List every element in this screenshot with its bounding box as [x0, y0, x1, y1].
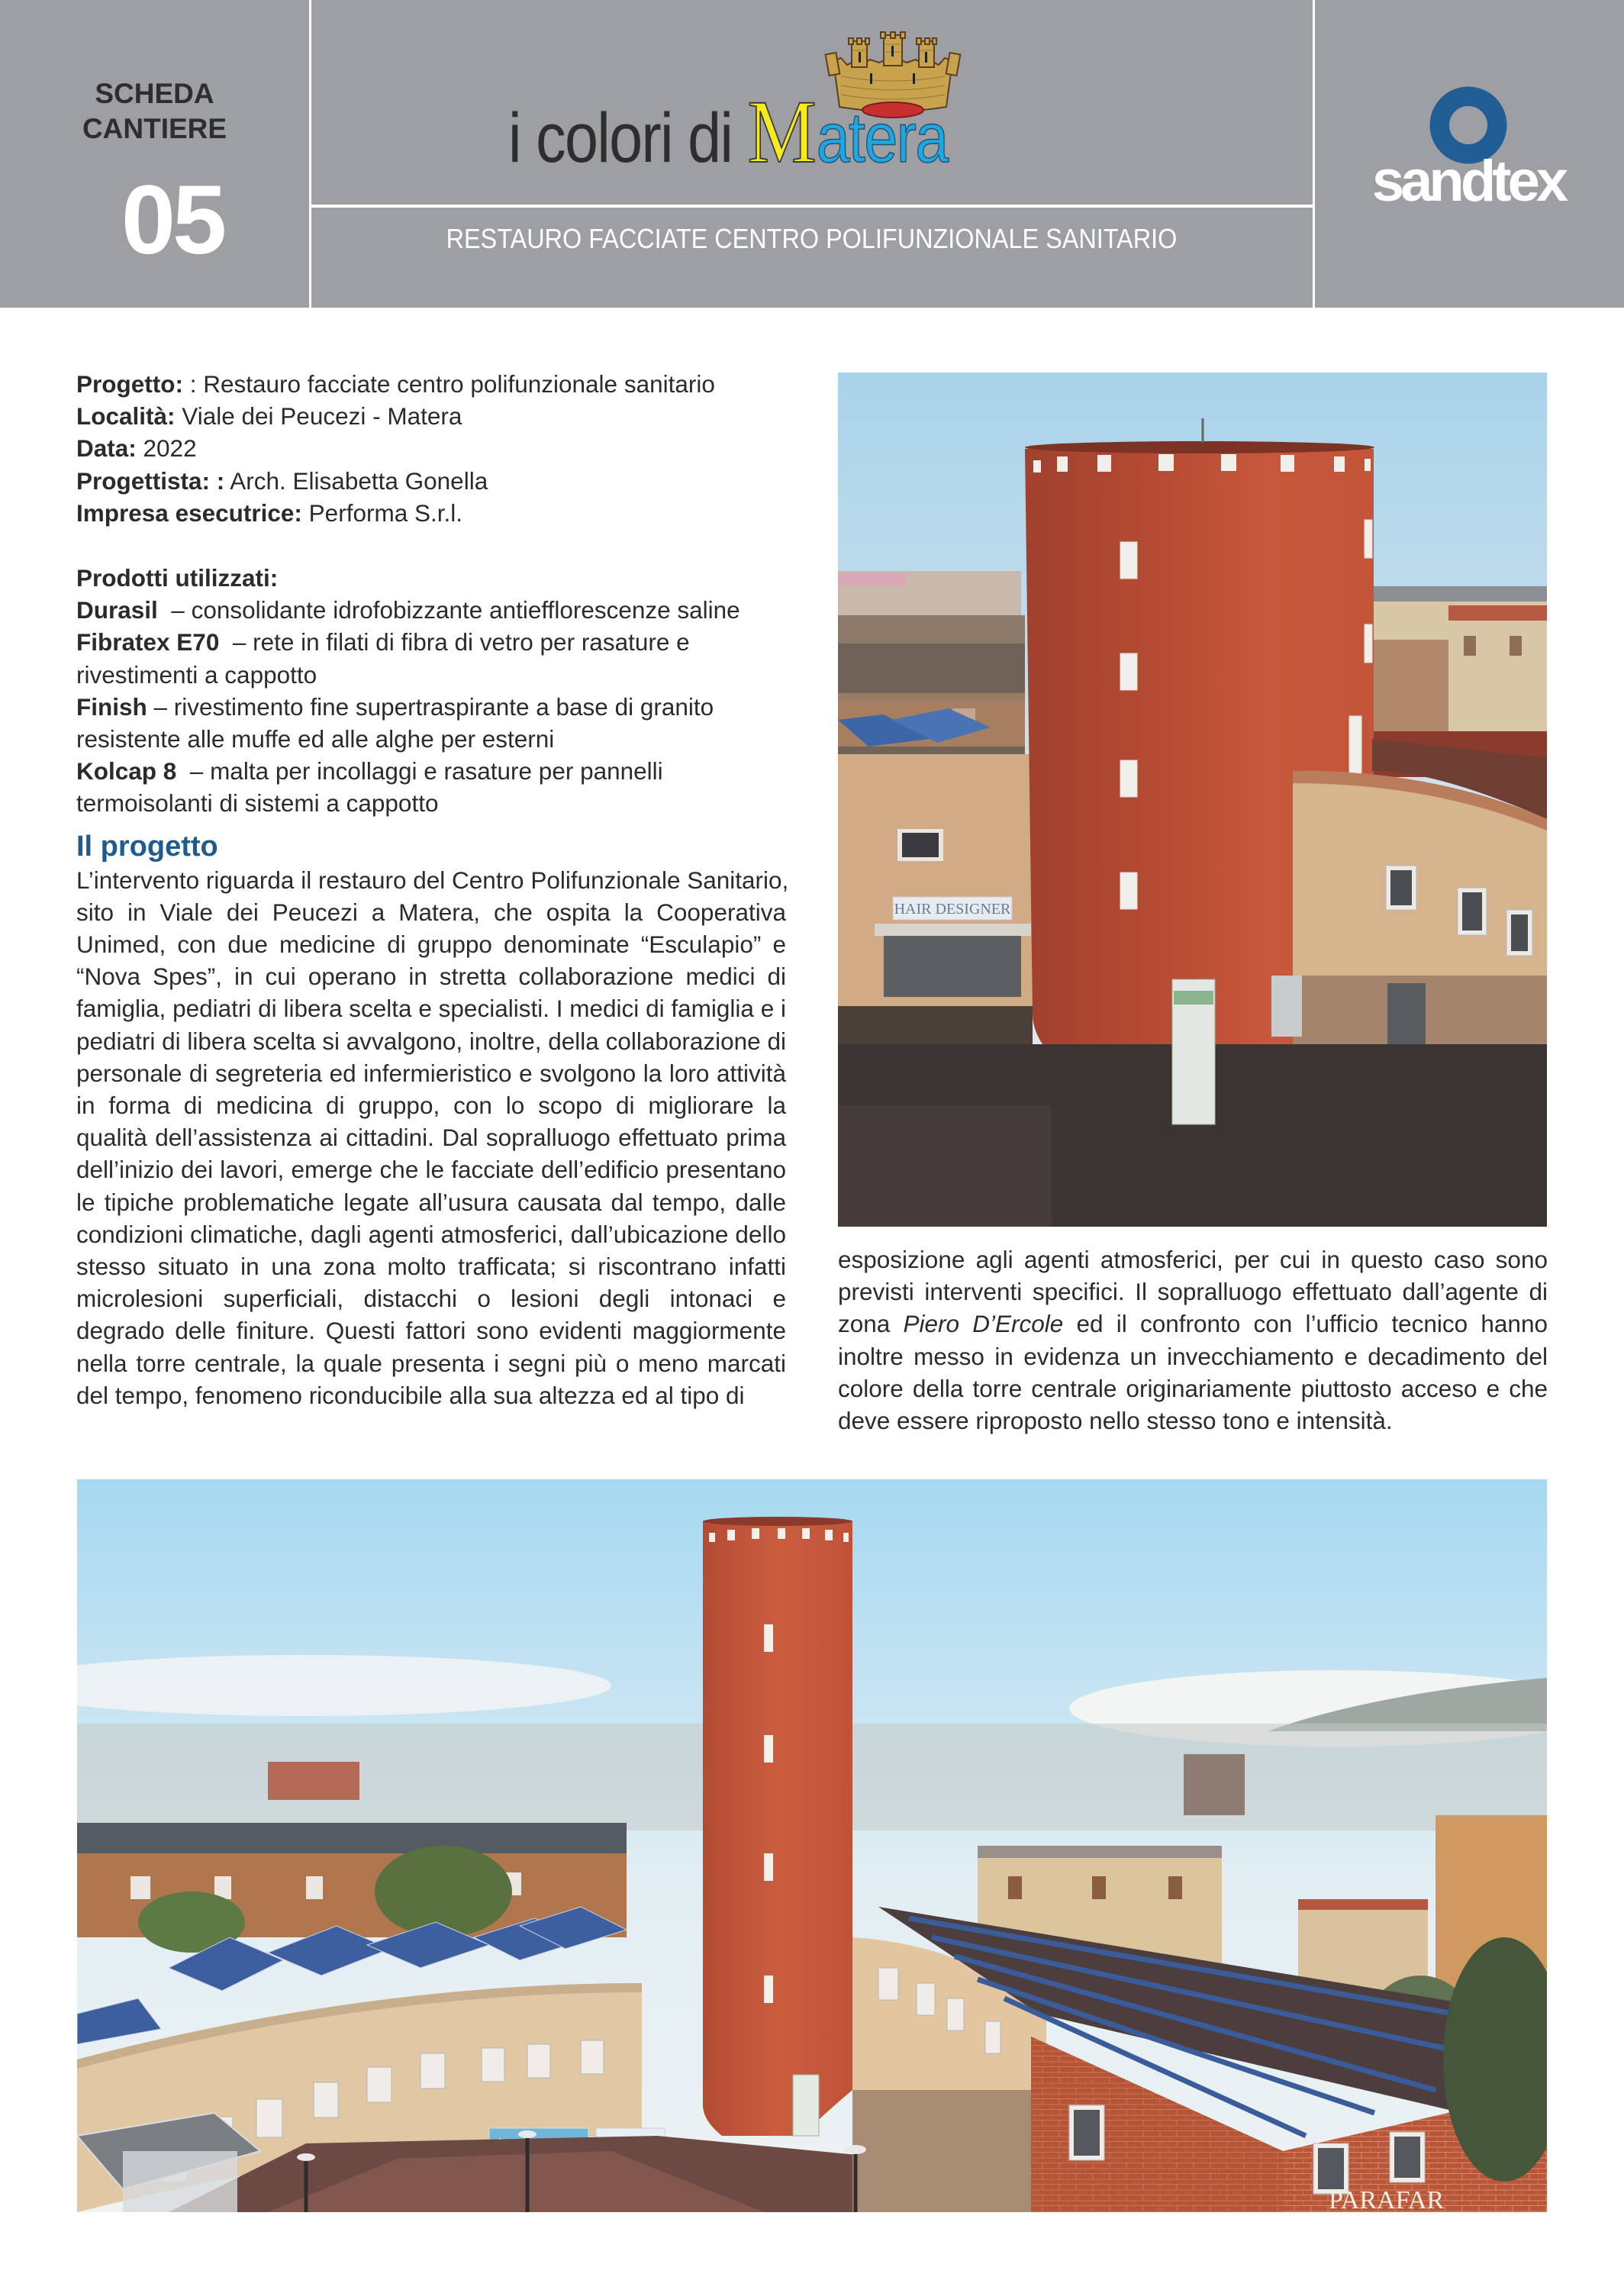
info-label: Progettista: :	[76, 466, 225, 495]
body-right-after: ed il confronto con l’ufficio tecnico hanno inoltre messo in evidenza un invecchiamento e decadimento del colore della torre centrale originariamente piuttosto acceso e che deve essere riproposto nello stesso tono e intensità.	[838, 1310, 1548, 1435]
product-item	[76, 626, 786, 690]
tower-photo	[838, 373, 1547, 1227]
section-title: Il progetto	[76, 830, 218, 863]
product-description: – rivestimento fine supertraspirante a base di granito resistente alle muffe ed alle alghe per esterni	[76, 692, 720, 753]
sign-parafarmacia: PARAFAR	[1329, 2186, 1445, 2212]
body-text-right	[838, 1243, 1548, 1437]
product-name: Kolcap 8	[76, 757, 177, 785]
info-row-data	[76, 432, 786, 464]
scheda-line-2: CANTIERE	[82, 113, 227, 144]
sign-hair-designer: HAIR DESIGNER	[894, 901, 1011, 918]
project-info	[76, 368, 786, 529]
aerial-photo	[77, 1479, 1547, 2212]
agent-name: Piero D’Ercole	[903, 1310, 1064, 1338]
body-first-line: L’intervento riguarda il restauro del Centro Polifunzionale Sanitario,	[76, 866, 789, 894]
page-subtitle: RESTAURO FACCIATE CENTRO POLIFUNZIONALE SANITARIO	[446, 223, 1178, 254]
title-initial: M	[747, 82, 817, 182]
info-value: : Restauro facciate centro polifunzionale sanitario	[182, 370, 715, 398]
products-heading: Prodotti utilizzati:	[76, 564, 279, 592]
page-title	[508, 82, 948, 182]
product-name: Durasil	[76, 596, 158, 624]
left-column	[76, 368, 789, 1411]
info-row-progetto	[76, 368, 786, 400]
body-right-before: esposizione agli agenti atmosferici, per cui in questo caso sono previsti interventi specifici. Il sopralluogo effettuato dall’agente di zona	[838, 1246, 1548, 1338]
info-label: Data:	[76, 434, 137, 463]
scheda-line-1: SCHEDA	[95, 78, 214, 109]
products-list	[76, 562, 786, 820]
body-text-left: sito in Viale dei Peucezi a Matera, che ospita la Cooperativa Unimed, con due medicine di gruppo denominate “Esculapio” e “Nova Spes”, in cui operano in stretta collaborazione medici di famiglia, pediatri di libera scelta e specialisti. I medici di famiglia e i pediatri di libera scelta si avvalgono, inoltre, della collaborazione di personale di segreteria ed infermieristico e svolgono la loro attività in forma di medicina di gruppo, con lo scopo di migliorare la qualità dell’assistenza ai cittadini. Dal sopralluogo effettuato prima dell’inizio dei lavori, emerge che le facciate dell’edificio presentano le tipiche problematiche legate all’usura causata dal tempo, dalle condizioni climatiche, dagli agenti atmosferici, dall’ubicazione dello stesso situato in una zona molto trafficata; si riscontrano infatti microlesioni superficiali, distacchi o lesioni degli intonaci e degrado delle finiture. Questi fattori sono evidenti maggiormente nella torre centrale, la quale presenta i segni più o meno marcati del tempo, fenomeno riconducibile alla sua altezza ed al tipo di	[76, 898, 786, 1409]
title-rest: atera	[816, 99, 948, 177]
info-label: Progetto:	[76, 370, 183, 398]
product-description: – rete in filati di fibra di vetro per rasature e rivestimenti a cappotto	[76, 628, 697, 689]
info-label: Località:	[76, 402, 176, 431]
product-item	[76, 755, 786, 819]
info-label: Impresa esecutrice:	[76, 498, 302, 527]
title-prefix: i colori di	[508, 99, 748, 177]
info-value: Performa S.r.l.	[301, 498, 462, 527]
product-name: Fibratex E70	[76, 628, 220, 656]
info-row-localita	[76, 400, 786, 432]
product-item	[76, 691, 786, 755]
brand-logo: sandtex	[1371, 149, 1565, 214]
header-banner	[0, 0, 1624, 308]
info-row-progettista	[76, 465, 786, 497]
header-divider-horizontal	[311, 205, 1313, 208]
scheda-cantiere-label	[0, 76, 309, 147]
info-row-impresa	[76, 497, 786, 529]
product-description: – consolidante idrofobizzante antiefflorescenze saline	[157, 596, 740, 624]
info-value: Arch. Elisabetta Gonella	[224, 466, 488, 495]
info-value: Viale dei Peucezi - Matera	[175, 402, 462, 431]
product-description: – malta per incollaggi e rasature per pannelli termoisolanti di sistemi a cappotto	[76, 757, 670, 818]
product-name: Finish	[76, 692, 147, 721]
product-item	[76, 594, 786, 626]
info-value: 2022	[136, 434, 197, 463]
sheet-number: 05	[121, 166, 224, 275]
